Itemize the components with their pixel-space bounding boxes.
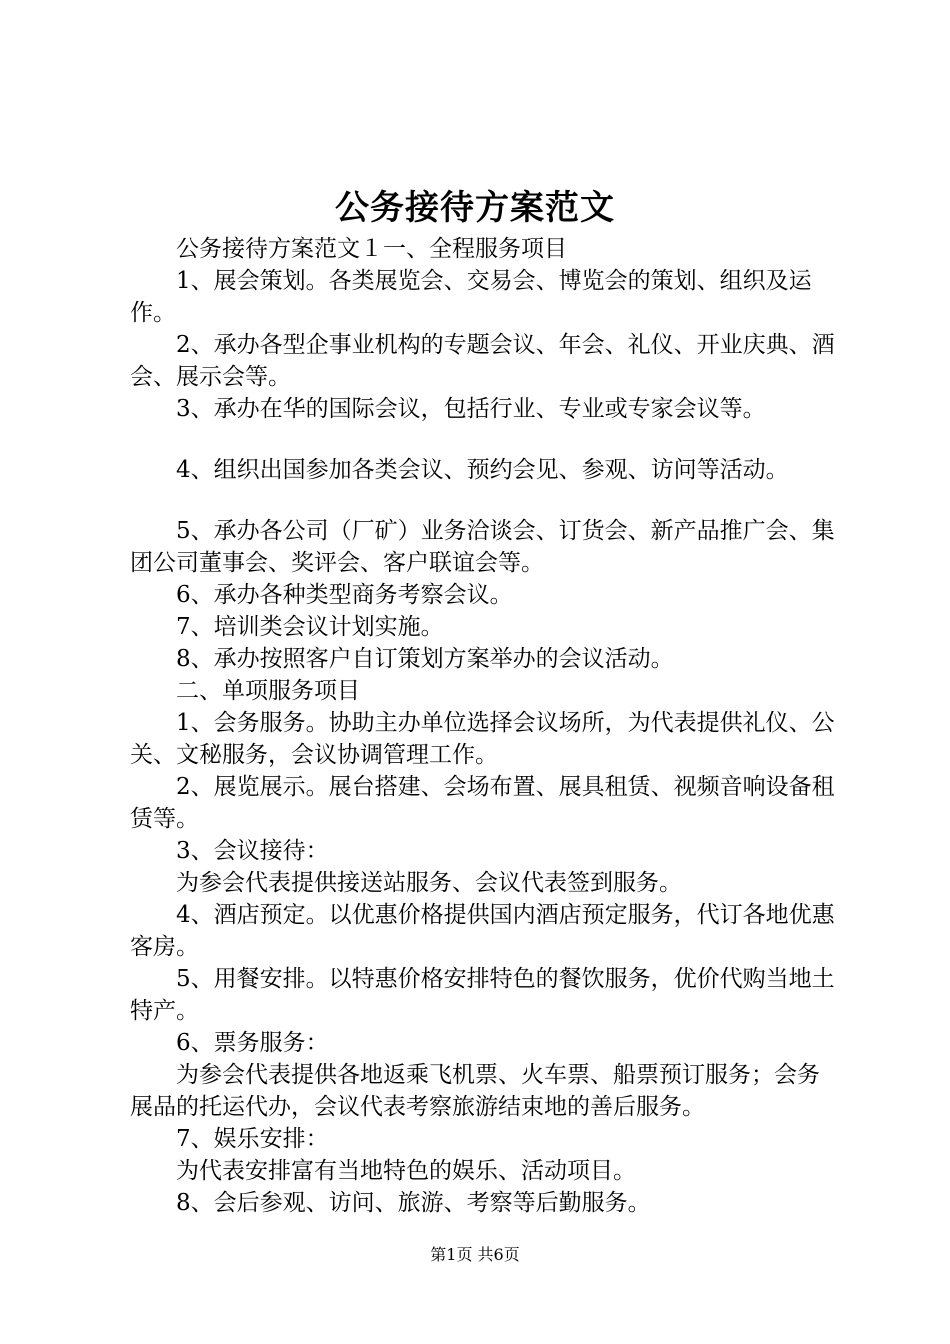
document-body	[130, 233, 835, 1219]
paragraph: 7、培训类会议计划实施。	[176, 614, 444, 640]
paragraph: 4、组织出国参加各类会议、预约会见、参观、访问等活动。	[176, 457, 789, 483]
paragraph: 3、承办在华的国际会议，包括行业、专业或专家会议等。	[176, 396, 766, 422]
paragraph: 2、展览展示。展台搭建、会场布置、展具租赁、视频音响设备租赁等。	[130, 774, 835, 832]
paragraph: 为代表安排富有当地特色的娱乐、活动项目。	[176, 1158, 636, 1184]
document-title: 公务接待方案范文	[335, 188, 615, 228]
paragraph-gap	[130, 425, 835, 454]
paragraph: 8、承办按照客户自订策划方案举办的会议活动。	[176, 646, 674, 672]
paragraph: 8、会后参观、访问、旅游、考察等后勤服务。	[176, 1190, 651, 1216]
page-footer: 第1页 共6页	[430, 1245, 520, 1264]
section-heading: 二、单项服务项目	[176, 678, 360, 704]
paragraph: 2、承办各型企事业机构的专题会议、年会、礼仪、开业庆典、酒会、展示会等。	[130, 332, 835, 390]
paragraph: 6、票务服务：	[176, 1030, 329, 1056]
paragraph: 7、娱乐安排：	[176, 1126, 329, 1152]
paragraph-gap	[130, 486, 835, 515]
paragraph: 为参会代表提供各地返乘飞机票、火车票、船票预订服务；会务展品的托运代办，会议代表考察旅游结束地的善后服务。	[130, 1062, 820, 1120]
paragraph: 为参会代表提供接送站服务、会议代表签到服务。	[176, 870, 682, 896]
paragraph: 5、承办各公司（厂矿）业务洽谈会、订货会、新产品推广会、集团公司董事会、奖评会、客户联谊会等。	[130, 518, 835, 576]
paragraph: 1、会务服务。协助主办单位选择会议场所，为代表提供礼仪、公关、文秘服务，会议协调管理工作。	[130, 710, 835, 768]
paragraph: 3、会议接待：	[176, 838, 329, 864]
paragraph: 6、承办各种类型商务考察会议。	[176, 582, 513, 608]
paragraph: 公务接待方案范文１一、全程服务项目	[176, 236, 567, 262]
paragraph: 1、展会策划。各类展览会、交易会、博览会的策划、组织及运作。	[130, 268, 812, 326]
paragraph: 5、用餐安排。以特惠价格安排特色的餐饮服务，优价代购当地土特产。	[130, 966, 835, 1024]
paragraph: 4、酒店预定。以优惠价格提供国内酒店预定服务，代订各地优惠客房。	[130, 902, 835, 960]
